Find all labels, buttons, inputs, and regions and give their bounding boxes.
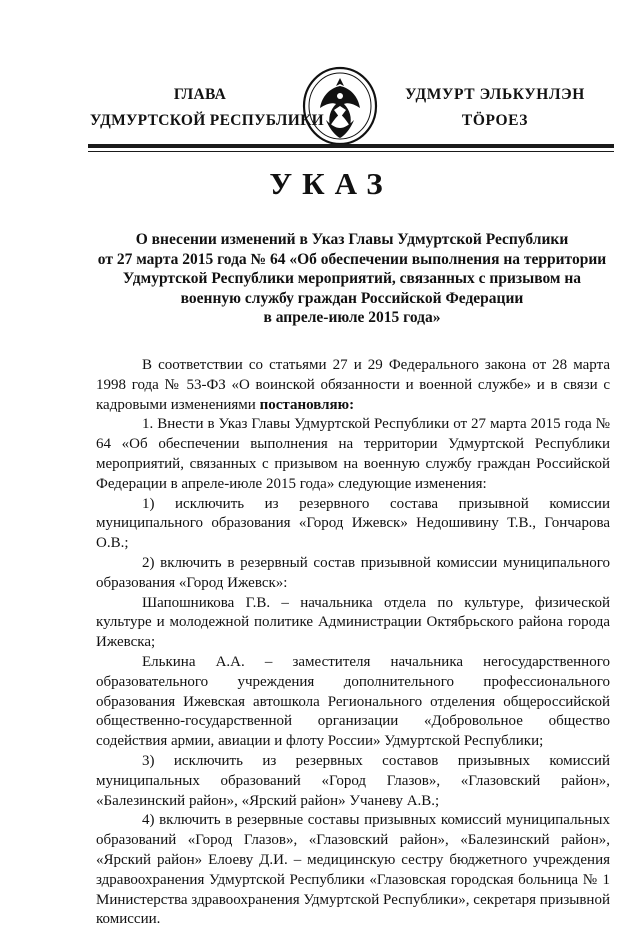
subject-line-4: военную службу граждан Российской Федерации (180, 289, 524, 307)
header-left-line-1: ГЛАВА (173, 86, 227, 103)
subject-line-2: от 27 марта 2015 года № 64 «Об обеспечении выполнения на территории (97, 250, 607, 268)
header-rule-thin (88, 151, 614, 152)
header-left-line-2: УДМУРТСКОЙ РЕСПУБЛИКИ (90, 112, 325, 129)
clause-1-item-1: 1) исключить из резервного состава призывной комиссии муниципального образования «Город Ижевск» Недошивину Т.В., Гончарова О.В.; (96, 495, 610, 552)
subject-line-3: Удмуртской Республики мероприятий, связанных с призывом на (122, 270, 582, 287)
subject-line-1: О внесении изменений в Указ Главы Удмуртской Республики (135, 231, 569, 248)
clause-1-item-2-person-a: Шапошникова Г.В. – начальника отдела по культуре, физической культуре и молодежной политике Администрации Октябрьского района города Ижевска; (96, 594, 610, 651)
clause-1-item-2-person-b: Елькина А.А. – заместителя начальника негосударственного образовательного учреждения дополнительного профессионального образования Ижевская автошкола Регионального отделения общероссийской общественно-государственной организации «Добровольное общество содействия армии, авиации и флоту России» Удмуртской Республики; (96, 653, 610, 750)
document-title: УКАЗ (269, 166, 393, 201)
header-right-line-2: ТӦРОЕЗ (461, 112, 529, 129)
preamble-bold: постановляю: (259, 396, 355, 413)
clause-1: 1. Внести в Указ Главы Удмуртской Республики от 27 марта 2015 года № 64 «Об обеспечении выполнения на территории Удмуртской Республики мероприятий, связанных с призывом на военную службу граждан Российской Федерации в апреле-июле 2015 года» следующие изменения: (96, 416, 610, 492)
decree-subject (90, 230, 614, 328)
subject-line-5: в апреле-июле 2015 года» (263, 309, 441, 326)
clause-1-item-3: 3) исключить из резервных составов призывных комиссий муниципальных образований «Город Глазов», «Глазовский район», «Балезинский район», «Ярский район» Учаневу А.В.; (96, 752, 610, 809)
preamble-paragraph (96, 356, 610, 415)
coat-of-arms-icon (300, 66, 380, 146)
header-rule-thick (88, 144, 614, 148)
header-left-title (90, 82, 325, 134)
header-right-title (400, 82, 590, 134)
clause-1-item-2: 2) включить в резервный состав призывной комиссии муниципального образования «Город Ижевск»: (96, 554, 610, 591)
header-right-line-1: УДМУРТ ЭЛЬКУНЛЭН (405, 86, 585, 103)
document-header (0, 0, 640, 160)
decree-body (96, 356, 610, 930)
preamble-text: В соответствии со статьями 27 и 29 Федерального закона от 28 марта 1998 года № 53-ФЗ «О воинской обязанности и военной службе» и в связи с кадровыми изменениями (96, 357, 610, 413)
clause-1-item-4: 4) включить в резервные составы призывных комиссий муниципальных образований «Город Глазов», «Глазовский район», «Балезинский район», «Ярский район» Елоеву Д.И. – медицинскую сестру бюджетного учреждения здравоохранения Удмуртской Республики «Глазовская городская больница № 1 Министерства здравоохранения Удмуртской Республики», секретаря призывной комиссии. (96, 812, 610, 928)
